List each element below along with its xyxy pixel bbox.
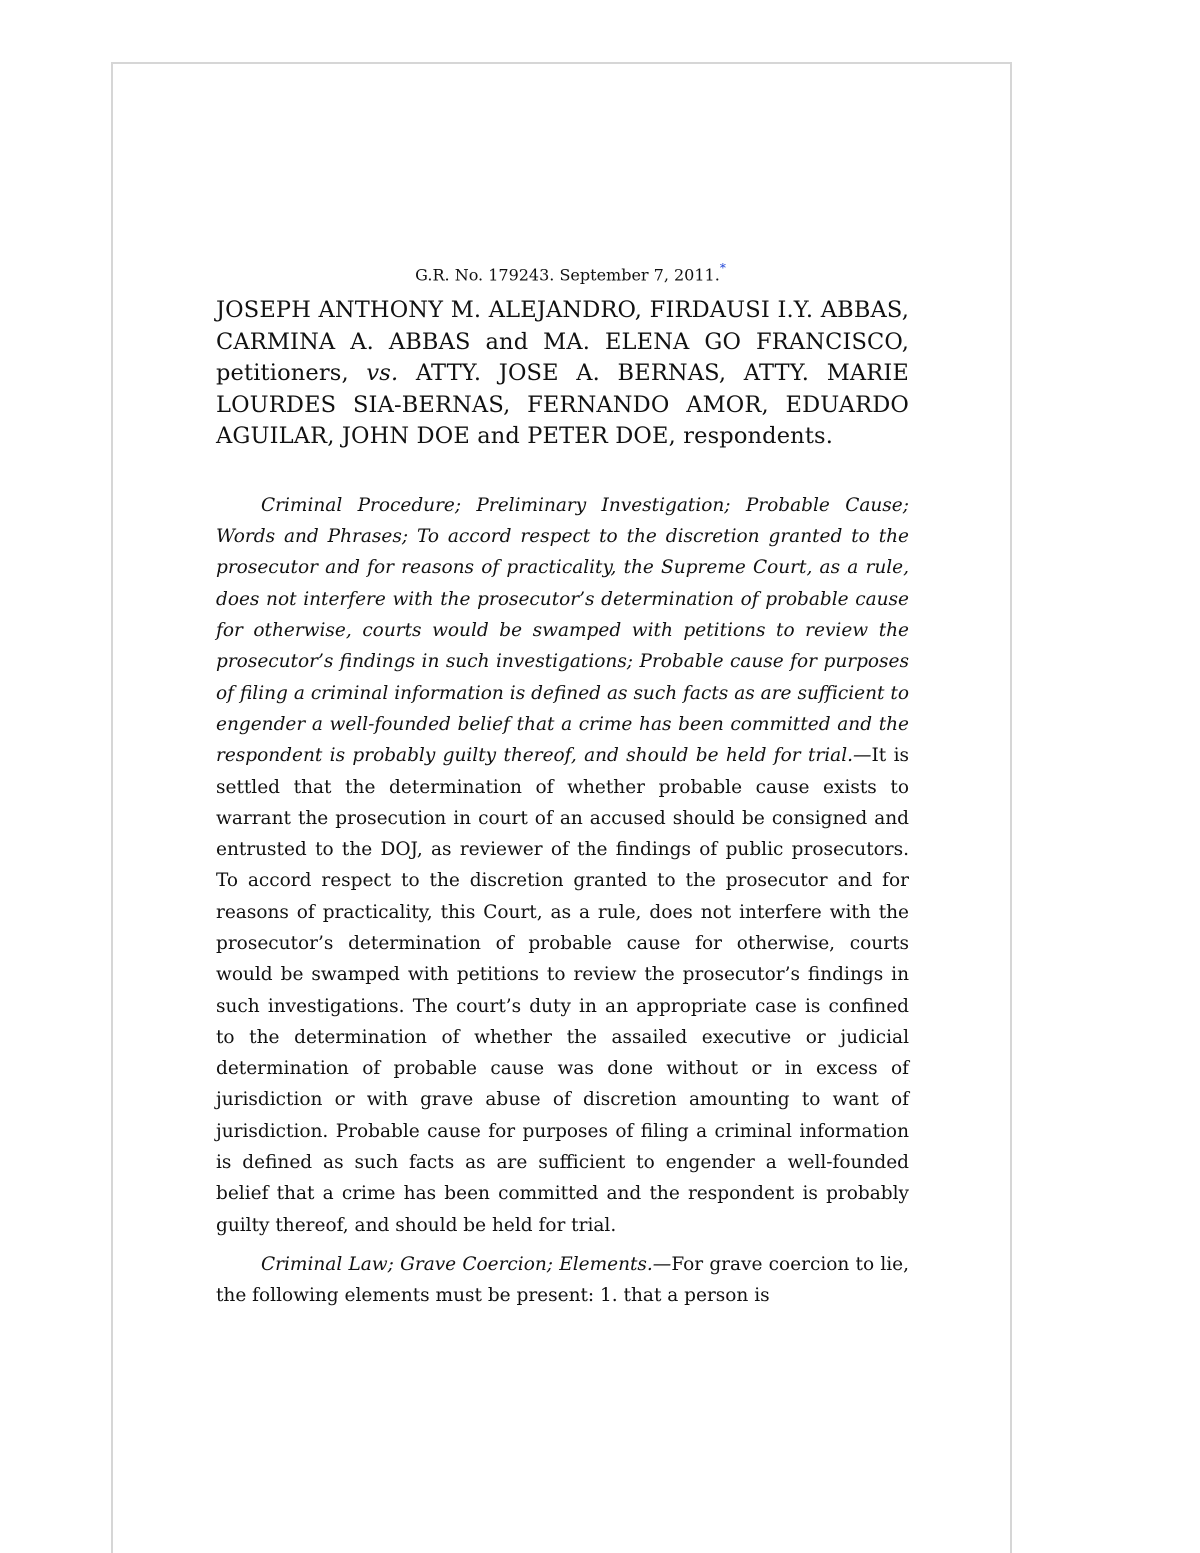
syllabus-paragraph xyxy=(216,490,909,1241)
petitioners: JOSEPH ANTHONY M. ALEJANDRO, FIRDAUSI I.Y. ABBAS, CARMINA A. ABBAS and MA. ELENA GO FRANCISCO, petitioners, xyxy=(216,297,909,387)
versus: vs. xyxy=(366,360,399,387)
document-content xyxy=(216,258,909,1312)
case-number xyxy=(216,258,909,287)
case-number-text: G.R. No. 179243. September 7, 2011. xyxy=(415,265,720,285)
respondents: ATTY. JOSE A. BERNAS, ATTY. MARIE LOURDES SIA-BERNAS, FERNANDO AMOR, EDUARDO AGUILAR, JOHN DOE and PETER DOE, respondents. xyxy=(216,360,909,450)
syllabus-heading: Criminal Procedure; Preliminary Investigation; Probable Cause; Words and Phrases; To accord respect to the discretion granted to the prosecutor and for reasons of practicality, the Supreme Court, as a rule, does not interfere with the prosecutor’s determination of probable cause for otherwise, courts would be swamped with petitions to review the prosecutor’s findings in such investigations; Probable cause for purposes of filing a criminal information is defined as such facts as are sufficient to engender a well-founded belief that a crime has been committed and the respondent is probably guilty thereof, and should be held for trial.— xyxy=(216,494,909,767)
syllabus-body: For grave coercion to lie, the following elements must be present: 1. that a person is xyxy=(216,1253,909,1307)
footnote-marker-link[interactable]: * xyxy=(719,261,726,275)
syllabus-heading: Criminal Law; Grave Coercion; Elements.— xyxy=(261,1253,672,1275)
syllabus-body: It is settled that the determination of whether probable cause exists to warrant the prosecution in court of an accused should be consigned and entrusted to the DOJ, as reviewer of the findings of public prosecutors. To accord respect to the discretion granted to the prosecutor and for reasons of practicality, this Court, as a rule, does not interfere with the prosecutor’s determination of probable cause for otherwise, courts would be swamped with petitions to review the prosecutor’s findings in such investigations. The court’s duty in an appropriate case is confined to the determination of whether the assailed executive or judicial determination of probable cause was done without or in excess of jurisdiction or with grave abuse of discretion amounting to want of jurisdiction. Probable cause for purposes of filing a criminal information is defined as such facts as are sufficient to engender a well-founded belief that a crime has been committed and the respondent is probably guilty thereof, and should be held for trial. xyxy=(216,745,909,1236)
syllabus-paragraph xyxy=(216,1249,909,1312)
case-parties xyxy=(216,295,909,453)
